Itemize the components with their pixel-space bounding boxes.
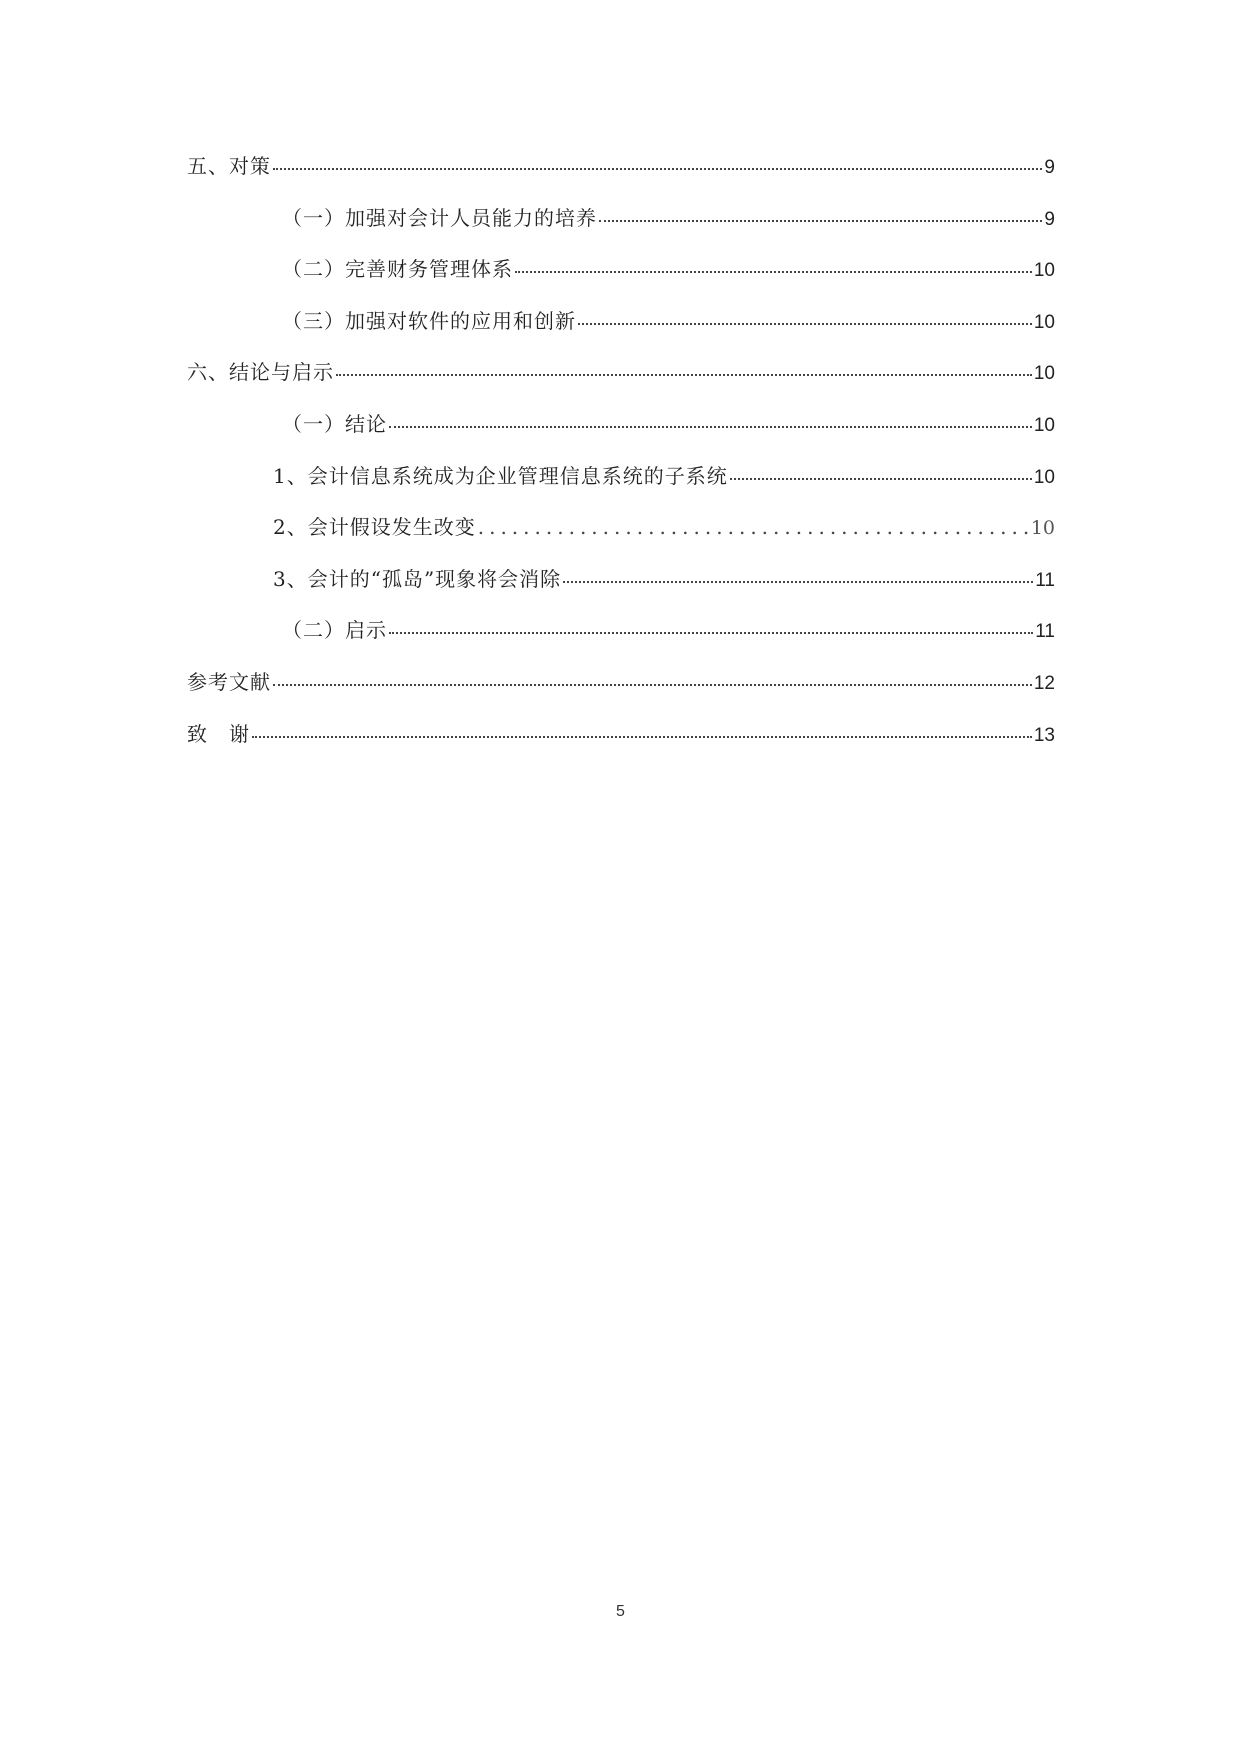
toc-entry-title: （三）加强对软件的应用和创新 (282, 308, 576, 333)
toc-entry-financial-system[interactable] (187, 256, 1055, 308)
toc-entry-acknowledgements[interactable] (187, 721, 1055, 773)
toc-entry-page: 13 (1033, 724, 1055, 746)
toc-dot-leader (389, 632, 1033, 634)
toc-entry-page: 9 (1044, 208, 1055, 230)
toc-dot-leader (389, 426, 1032, 428)
toc-dot-leader (273, 168, 1042, 170)
page-number: 5 (616, 1603, 625, 1620)
toc-dot-leader (578, 323, 1032, 325)
table-of-contents (187, 153, 1055, 772)
toc-entry-page: 10 (1030, 517, 1055, 540)
toc-entry-title: （一）结论 (282, 411, 387, 436)
toc-dot-leader (252, 736, 1032, 738)
toc-entry-title: 参考文献 (187, 669, 271, 694)
toc-entry-page: 10 (1033, 260, 1055, 282)
toc-entry-page: 10 (1033, 466, 1055, 488)
toc-entry-title: 五、对策 (187, 154, 271, 178)
toc-dot-leader (563, 581, 1033, 583)
toc-entry-title: 2、会计假设发生改变 (273, 515, 476, 540)
toc-entry-references[interactable] (187, 669, 1055, 721)
toc-entry-implications[interactable] (187, 617, 1055, 669)
toc-entry-page: 11 (1035, 569, 1055, 591)
toc-entry-island-phenomenon[interactable] (187, 566, 1055, 618)
toc-dot-leader (599, 220, 1042, 222)
toc-entry-title: （一）加强对会计人员能力的培养 (282, 205, 597, 230)
toc-entry-page: 11 (1035, 621, 1055, 643)
toc-dot-leader (273, 684, 1032, 686)
toc-entry-countermeasures[interactable] (187, 153, 1055, 205)
toc-entry-title: 1、会计信息系统成为企业管理信息系统的子系统 (273, 463, 728, 488)
toc-entry-title: 3、会计的“孤岛”现象将会消除 (273, 566, 562, 591)
toc-entry-title: 六、结论与启示 (187, 360, 334, 385)
toc-entry-subsystem[interactable] (187, 463, 1055, 515)
toc-dot-leader (730, 478, 1032, 480)
toc-entry-title: （二）启示 (282, 618, 387, 643)
toc-entry-conclusion[interactable] (187, 411, 1055, 463)
toc-entry-page: 10 (1033, 414, 1055, 436)
toc-entry-title: （二）完善财务管理体系 (282, 257, 513, 282)
toc-dot-leader (478, 514, 1029, 540)
toc-dot-leader (336, 374, 1032, 376)
toc-entry-page: 12 (1033, 672, 1055, 694)
toc-entry-software-innovation[interactable] (187, 308, 1055, 360)
toc-entry-title: 致 谢 (187, 721, 250, 746)
toc-entry-assumptions[interactable] (187, 514, 1055, 566)
toc-dot-leader (515, 271, 1032, 273)
toc-entry-page: 9 (1044, 157, 1055, 178)
toc-entry-page: 10 (1033, 311, 1055, 333)
toc-entry-page: 10 (1033, 363, 1055, 385)
toc-entry-conclusion-section[interactable] (187, 359, 1055, 411)
toc-entry-staff-training[interactable] (187, 205, 1055, 257)
